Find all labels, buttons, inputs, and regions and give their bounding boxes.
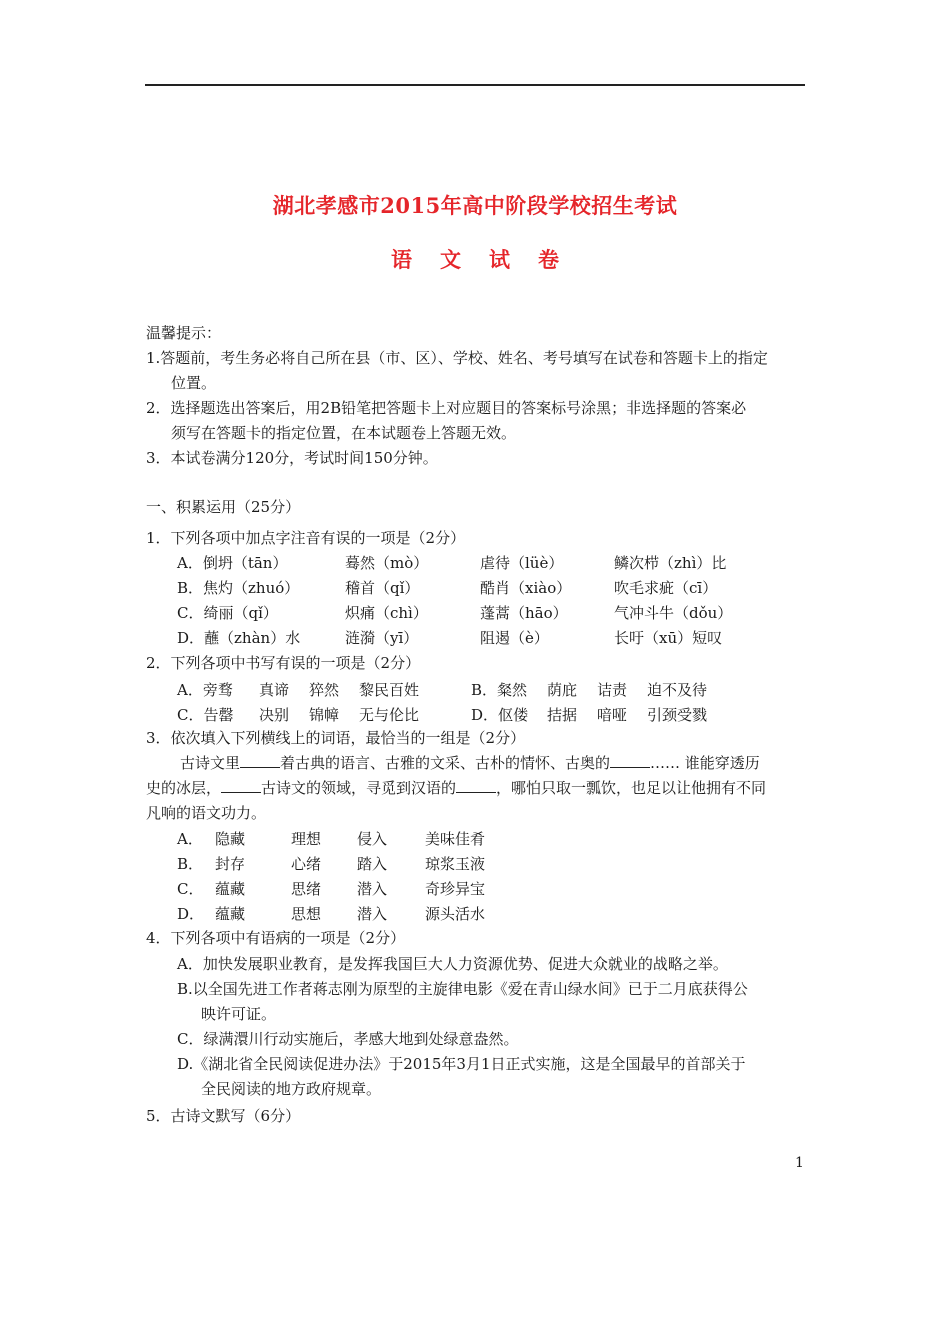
q1-option-cell: A．倒坍（tān） [177, 554, 288, 572]
q2-word: 迫不及待 [647, 681, 708, 699]
q4-option-a: A．加快发展职业教育，是发挥我国巨大人力资源优势、促进大众就业的战略之举。 [177, 955, 728, 973]
q3-stem: 3．依次填入下列横线上的词语，最恰当的一组是（2分） [146, 729, 526, 747]
q4-option-d-line-2: 全民阅读的地方政府规章。 [201, 1080, 382, 1098]
q1-row-c [177, 602, 732, 624]
q2-word: A．旁骛 [177, 681, 233, 699]
exam-title: 湖北孝感市2015年高中阶段学校招生考试 [272, 193, 678, 218]
q3-option-word: 隐藏 [215, 830, 246, 848]
q2-word: 真谛 [259, 681, 290, 699]
q1-row-b [177, 577, 717, 599]
q4-option-b-line-1: B.以全国先进工作者蒋志刚为原型的主旋律电影《爱在青山绿水间》已于二月底获得公 [177, 980, 748, 998]
q1-stem: 1．下列各项中加点字注音有误的一项是（2分） [146, 529, 466, 547]
q3-option-word: 踏入 [357, 855, 388, 873]
q2-word: 诘责 [597, 681, 628, 699]
q3-option-word: 思想 [291, 905, 322, 923]
q3-passage-text: 古诗文的领域，寻觅到汉语的 [261, 779, 457, 797]
q3-option-letter: D． [177, 905, 205, 923]
q4-option-b-line-2: 映许可证。 [201, 1005, 277, 1023]
header-rule [145, 84, 805, 86]
q1-option-cell: 稽首（qǐ） [345, 579, 420, 597]
q3-blank-1 [240, 753, 280, 768]
subtitle-char: 文 [440, 247, 461, 272]
q1-option-cell: B．焦灼（zhuó） [177, 579, 300, 597]
q3-option-word: 奇珍异宝 [425, 880, 486, 898]
q1-option-cell: 阻遏（è） [480, 629, 549, 647]
q4-stem: 4．下列各项中有语病的一项是（2分） [146, 929, 406, 947]
tip-3: 3．本试卷满分120分，考试时间150分钟。 [146, 449, 438, 467]
q1-row-d [177, 627, 722, 649]
q2-word: C．告罄 [177, 706, 234, 724]
q2-word: D．伛偻 [471, 706, 529, 724]
q2-word: 猝然 [309, 681, 340, 699]
q2-word: 黎民百姓 [359, 681, 420, 699]
q3-option-letter: B． [177, 855, 204, 873]
q3-passage-line-1 [180, 752, 760, 774]
q3-blank-4 [456, 778, 496, 793]
exam-subtitle [0, 244, 950, 274]
q4-option-d-line-1: D.《湖北省全民阅读促进办法》于2015年3月1日正式实施，这是全国最早的首部关于 [177, 1055, 746, 1073]
q1-option-cell: 虐待（lüè） [480, 554, 564, 572]
tips-heading: 温馨提示： [146, 324, 222, 342]
tip-2-line-2: 须写在答题卡的指定位置，在本试题卷上答题无效。 [171, 424, 517, 442]
q3-option-c [177, 878, 485, 900]
q2-row-1 [177, 679, 707, 701]
q2-word: 荫庇 [547, 681, 578, 699]
q2-word: 锦幛 [309, 706, 340, 724]
page-number: 1 [795, 1155, 804, 1171]
q3-option-word: 潜入 [357, 905, 388, 923]
subtitle-char: 试 [489, 247, 510, 272]
q2-row-2 [177, 704, 707, 726]
q3-option-letter: A． [177, 830, 203, 848]
q1-row-a [177, 552, 726, 574]
q3-option-word: 理想 [291, 830, 322, 848]
q3-passage-line-3: 凡响的语文功力。 [146, 804, 267, 822]
q4-option-c: C．绿满澴川行动实施后，孝感大地到处绿意盎然。 [177, 1030, 519, 1048]
q3-option-word: 侵入 [357, 830, 388, 848]
tip-1-line-2: 位置。 [171, 374, 217, 392]
q2-word: 引颈受戮 [647, 706, 708, 724]
q2-word: 决别 [259, 706, 290, 724]
q5-stem: 5．古诗文默写（6分） [146, 1107, 301, 1125]
tip-1-line-1: 1.答题前，考生务必将自己所在县（市、区）、学校、姓名、考号填写在试卷和答题卡上的指定 [146, 349, 768, 367]
q3-passage-text: 古诗文里 [180, 754, 241, 772]
q2-word: 无与伦比 [359, 706, 420, 724]
q3-option-word: 源头活水 [425, 905, 486, 923]
subtitle-char: 语 [391, 247, 412, 272]
q2-stem: 2．下列各项中书写有误的一项是（2分） [146, 654, 421, 672]
q1-option-cell: 长吁（xū）短叹 [614, 629, 723, 647]
q1-option-cell: 气冲斗牛（dǒu） [614, 604, 733, 622]
q3-option-word: 琼浆玉液 [425, 855, 486, 873]
q3-option-word: 心绪 [291, 855, 322, 873]
q3-passage-text: ，哪怕只取一瓢饮，也足以让他拥有不同 [496, 779, 767, 797]
q3-option-word: 潜入 [357, 880, 388, 898]
q3-option-word: 封存 [215, 855, 246, 873]
q3-option-d [177, 903, 485, 925]
q2-word: 拮据 [547, 706, 578, 724]
q3-option-word: 蕴藏 [215, 880, 246, 898]
q3-passage-line-2 [146, 777, 766, 799]
q1-option-cell: 鳞次栉（zhì）比 [614, 554, 727, 572]
q3-option-word: 思绪 [291, 880, 322, 898]
q1-option-cell: 蓦然（mò） [345, 554, 429, 572]
q3-option-word: 蕴藏 [215, 905, 246, 923]
q1-option-cell: 炽痛（chì） [345, 604, 428, 622]
q3-passage-text: …… 谁能穿透历 [650, 754, 760, 772]
q3-option-word: 美味佳肴 [425, 830, 486, 848]
tip-2-line-1: 2．选择题选出答案后，用2B铅笔把答题卡上对应题目的答案标号涂黑；非选择题的答案必 [146, 399, 747, 417]
q1-option-cell: 蓬蒿（hāo） [480, 604, 568, 622]
q3-option-letter: C． [177, 880, 204, 898]
section-1-heading: 一、积累运用（25分） [146, 498, 301, 516]
q3-passage-text: 着古典的语言、古雅的文采、古朴的情怀、古奥的 [280, 754, 611, 772]
subtitle-char: 卷 [538, 247, 559, 272]
q1-option-cell: D．蘸（zhàn）水 [177, 629, 301, 647]
q3-option-a [177, 828, 485, 850]
q3-blank-3 [221, 778, 261, 793]
q1-option-cell: 吹毛求疵（cī） [614, 579, 718, 597]
q1-option-cell: 酷肖（xiào） [480, 579, 572, 597]
q3-option-b [177, 853, 485, 875]
q1-option-cell: 涟漪（yī） [345, 629, 419, 647]
q1-option-cell: C．绮丽（qǐ） [177, 604, 278, 622]
q2-word: B．粲然 [471, 681, 528, 699]
q3-passage-text: 史的冰层， [146, 779, 222, 797]
q2-word: 喑哑 [597, 706, 628, 724]
q3-blank-2 [610, 753, 650, 768]
